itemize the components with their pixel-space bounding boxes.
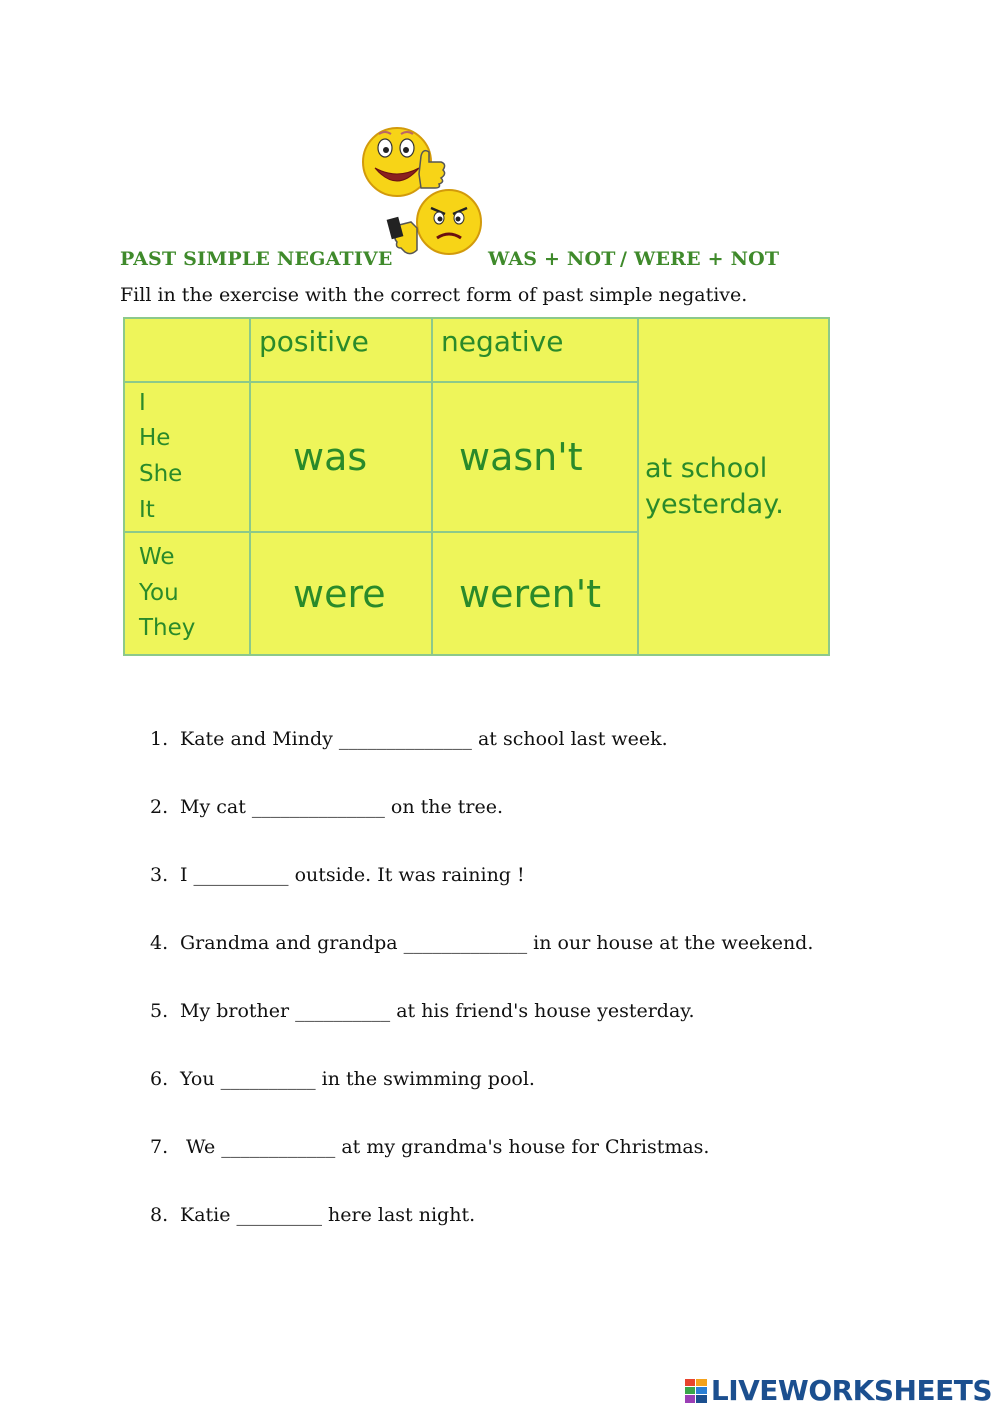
place-line-1: at school	[645, 453, 768, 485]
thumbs-down-angry-smiley-icon	[387, 190, 481, 254]
exercise-number: 3.	[150, 864, 169, 886]
exercise-item	[150, 1068, 813, 1136]
singular-negative-verb: wasn't	[432, 382, 638, 532]
thumbs-up-smiley-icon	[363, 128, 445, 196]
exercise-list	[150, 728, 813, 1272]
exercise-sentence[interactable]: You __________ in the swimming pool.	[180, 1068, 535, 1090]
grammar-table	[123, 317, 830, 656]
positive-header: positive	[250, 318, 432, 382]
pronoun: She	[139, 461, 183, 487]
exercise-item	[150, 796, 813, 864]
exercise-item	[150, 864, 813, 932]
exercise-sentence[interactable]: My cat ______________ on the tree.	[180, 796, 504, 818]
logo-mark-icon	[685, 1379, 707, 1403]
logo-square	[685, 1387, 696, 1394]
exercise-item	[150, 728, 813, 796]
exercise-sentence[interactable]: Katie _________ here last night.	[180, 1204, 476, 1226]
exercise-sentence[interactable]: I __________ outside. It was raining !	[180, 864, 525, 886]
logo-square	[696, 1387, 707, 1394]
exercise-sentence[interactable]: Kate and Mindy ______________ at school last week.	[180, 728, 668, 750]
liveworksheets-logo[interactable]	[685, 1374, 992, 1407]
logo-square	[696, 1379, 707, 1386]
exercise-number: 5.	[150, 1000, 169, 1022]
plural-negative-verb: weren't	[432, 532, 638, 655]
exercise-sentence[interactable]: My brother __________ at his friend's house yesterday.	[180, 1000, 695, 1022]
exercise-number: 1.	[150, 728, 169, 750]
table-header-row	[124, 318, 829, 382]
pronoun: You	[139, 579, 179, 606]
exercise-number: 6.	[150, 1068, 169, 1090]
logo-square	[696, 1395, 707, 1402]
empty-header-cell	[124, 318, 250, 382]
pronoun: I	[139, 389, 146, 416]
instruction-text: Fill in the exercise with the correct form of past simple negative.	[120, 284, 748, 306]
singular-pronouns	[124, 382, 250, 532]
exercise-number: 8.	[150, 1204, 169, 1226]
singular-positive-verb: was	[250, 382, 432, 532]
were-not-formula: / WERE + NOT	[620, 248, 780, 270]
exercise-number: 7.	[150, 1136, 169, 1158]
exercise-item	[150, 1204, 813, 1272]
plural-pronouns	[124, 532, 250, 655]
exercise-sentence[interactable]: Grandma and grandpa _____________ in our house at the weekend.	[180, 932, 814, 954]
logo-square	[685, 1395, 696, 1402]
pronoun: They	[139, 615, 196, 642]
logo-text: LIVEWORKSHEETS	[710, 1374, 992, 1407]
place-line-2: yesterday.	[645, 488, 784, 520]
exercise-item	[150, 1136, 813, 1204]
pronoun: We	[139, 544, 175, 571]
exercise-number: 4.	[150, 932, 169, 954]
logo-square	[685, 1379, 696, 1386]
pronoun: He	[139, 425, 171, 452]
negative-header: negative	[432, 318, 638, 382]
time-place-cell	[638, 318, 829, 655]
exercise-sentence[interactable]: We ____________ at my grandma's house for Christmas.	[180, 1136, 710, 1158]
pronoun: It	[139, 496, 155, 523]
exercise-item	[150, 1000, 813, 1068]
plural-positive-verb: were	[250, 532, 432, 655]
exercise-number: 2.	[150, 796, 169, 818]
exercise-item	[150, 932, 813, 1000]
was-not-formula: WAS + NOT	[488, 248, 616, 270]
page-title: PAST SIMPLE NEGATIVE	[120, 248, 393, 270]
